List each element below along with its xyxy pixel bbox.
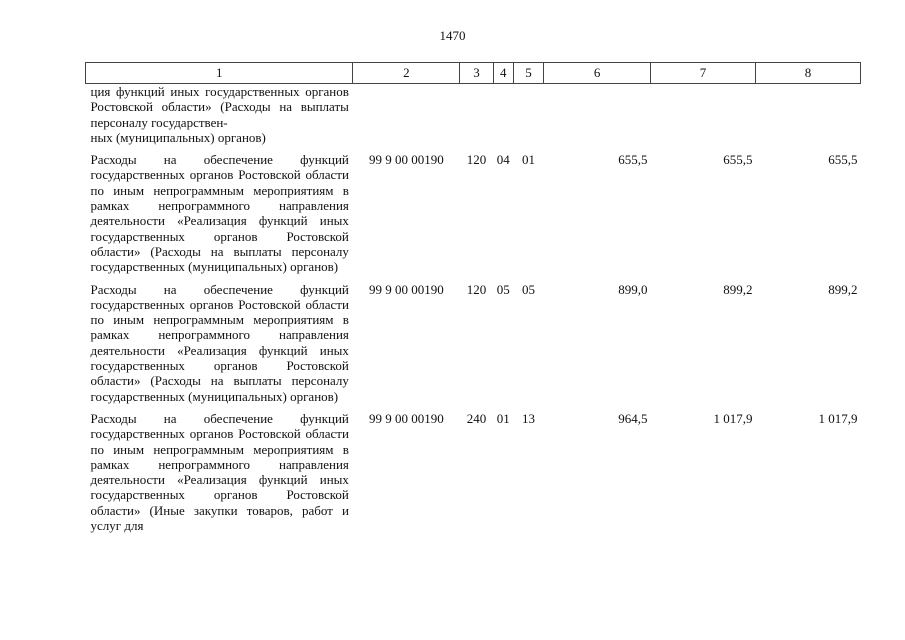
table-row [86, 152, 861, 281]
header-col-4: 4 [493, 63, 513, 84]
row-target-article: 99 9 00 00190 [369, 281, 444, 297]
continuation-row [86, 84, 861, 153]
row-amount-col6: 655,5 [618, 152, 648, 168]
header-col-6: 6 [544, 63, 651, 84]
row-expense-type: 120 [466, 281, 487, 297]
row-target-article: 99 9 00 00190 [369, 410, 444, 426]
header-row [86, 63, 861, 84]
row-target-article: 99 9 00 00190 [369, 152, 444, 168]
continuation-description: ция функций иных государственных органов Ростовской области» (Расходы на выплаты персоналу государствен- ных (муниципальных) органов) [90, 84, 349, 145]
row-subsection: 13 [521, 410, 535, 426]
row-description: Расходы на обеспечение функций государственных органов Ростовской области по иным непрограммным мероприятиям в рамках непрограммного направления деятельности «Реализация функций иных государственных органов Ростовской области» (Расходы на выплаты персоналу государственных (муниципальных) органов) [90, 281, 349, 404]
row-description: Расходы на обеспечение функций государственных органов Ростовской области по иным непрограммным мероприятиям в рамках непрограммного направления деятельности «Реализация функций иных государственных органов Ростовской области» (Иные закупки товаров, работ и услуг для [90, 410, 349, 534]
row-amount-col8: 899,2 [828, 281, 858, 297]
row-amount-col8: 1 017,9 [818, 410, 858, 426]
header-col-5: 5 [513, 63, 543, 84]
table-row [86, 282, 861, 411]
row-amount-col6: 899,0 [618, 281, 648, 297]
row-amount-col7: 1 017,9 [713, 410, 753, 426]
row-amount-col7: 655,5 [723, 152, 753, 168]
row-section: 04 [496, 152, 510, 168]
row-amount-col7: 899,2 [723, 281, 753, 297]
row-expense-type: 120 [466, 152, 487, 168]
row-section: 01 [496, 410, 510, 426]
header-col-1: 1 [86, 63, 353, 84]
row-subsection: 01 [521, 152, 535, 168]
header-col-7: 7 [651, 63, 756, 84]
table-body [86, 84, 861, 541]
table-header [86, 63, 861, 84]
row-amount-col6: 964,5 [618, 410, 648, 426]
budget-table [85, 62, 861, 540]
table-row [86, 411, 861, 540]
row-section: 05 [496, 281, 510, 297]
header-col-2: 2 [353, 63, 460, 84]
page-number: 1470 [439, 28, 466, 43]
row-description: Расходы на обеспечение функций государственных органов Ростовской области по иным непрограммным мероприятиям в рамках непрограммного направления деятельности «Реализация функций иных государственных органов Ростовской области» (Расходы на выплаты персоналу государственных (муниципальных) органов) [90, 152, 349, 275]
header-col-8: 8 [755, 63, 860, 84]
row-subsection: 05 [521, 281, 535, 297]
header-col-3: 3 [460, 63, 493, 84]
row-expense-type: 240 [466, 410, 487, 426]
row-amount-col8: 655,5 [828, 152, 858, 168]
